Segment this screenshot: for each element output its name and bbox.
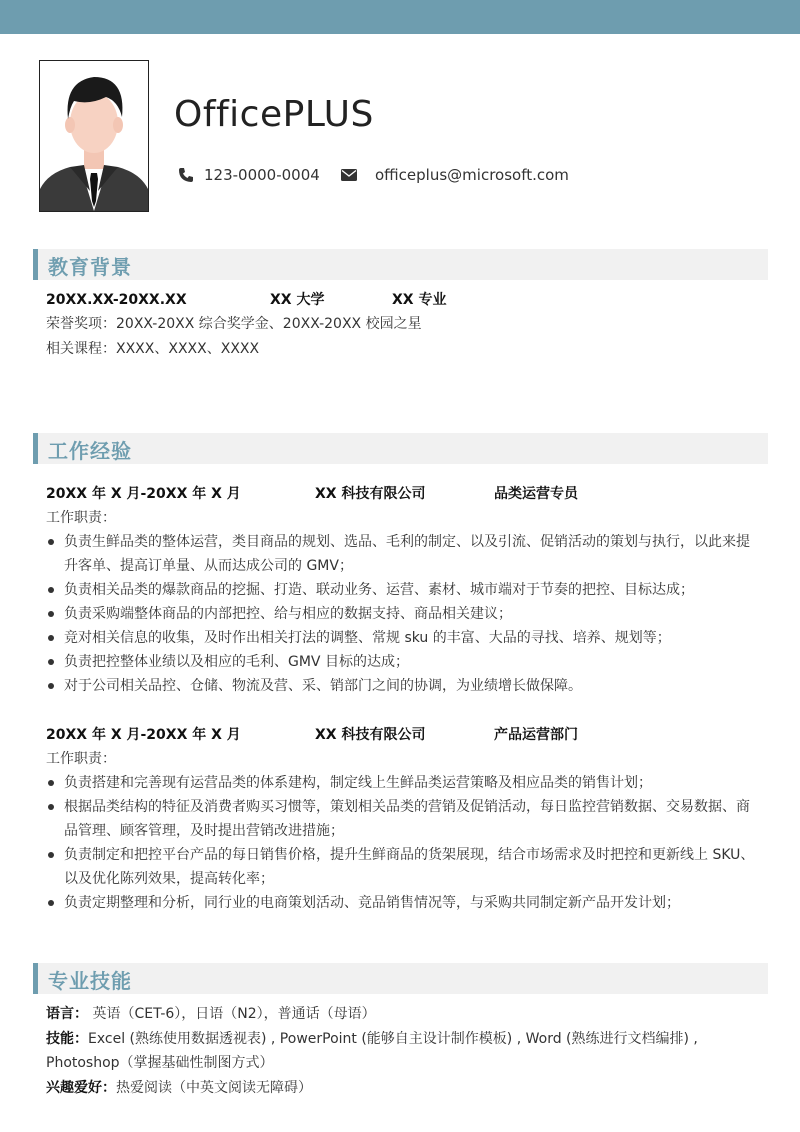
job-period: 20XX 年 X 月-20XX 年 X 月 [46,486,241,502]
skill-value: 英语（CET-6），日语（N2），普通话（母语） [88,1006,376,1022]
phone-icon [178,167,194,183]
header-bar [0,0,800,34]
job-role: 品类运营专员 [494,486,578,502]
section-title: 工作经验 [48,439,132,463]
list-item: 负责定期整理和分析，同行业的电商策划活动、竞品销售情况等，与采购共同制定新产品开发计划； [46,891,762,915]
skill-label: 语言： [46,1006,88,1022]
duty-list [46,530,762,698]
list-item: 对于公司相关品控、仓储、物流及营、采、销部门之间的协调，为业绩增长做保障。 [46,674,762,698]
education-courses: 相关课程：XXXX、XXXX、XXXX [46,341,260,357]
education-school: XX 大学 [270,292,325,308]
email-contact [341,166,569,184]
skills-section-header [33,963,768,994]
list-item: 负责搭建和完善现有运营品类的体系建构，制定线上生鲜品类运营策略及相应品类的销售计划； [46,771,762,795]
skill-label: 技能： [46,1031,88,1047]
job-company: XX 科技有限公司 [315,727,426,743]
skill-hobby [46,1076,762,1100]
duty-list [46,771,762,915]
list-item: 负责把控整体业绩以及相应的毛利、GMV 目标的达成； [46,650,762,674]
job-company: XX 科技有限公司 [315,486,426,502]
profile-photo [39,60,149,212]
section-accent [33,249,38,280]
phone-number: 123-0000-0004 [204,166,320,184]
skill-label: 兴趣爱好： [46,1080,116,1096]
skill-value: Excel (熟练使用数据透视表) , PowerPoint (能够自主设计制作模板) , Word (熟练进行文档编排) , Photoshop（掌握基础性制图方式） [46,1031,698,1071]
list-item: 根据品类结构的特征及消费者购买习惯等，策划相关品类的营销及促销活动，每日监控营销数据、交易数据、商品管理、顾客管理，及时提出营销改进措施； [46,795,762,843]
duties-label: 工作职责： [46,510,116,526]
education-major: XX 专业 [392,292,447,308]
email-address: officeplus@microsoft.com [375,166,569,184]
skill-language [46,1002,762,1026]
avatar-illustration [40,61,148,211]
education-honors: 荣誉奖项：20XX-20XX 综合奖学金、20XX-20XX 校园之星 [46,316,422,332]
education-section-header [33,249,768,280]
list-item: 负责采购端整体商品的内部把控、给与相应的数据支持、商品相关建议； [46,602,762,626]
duties-label: 工作职责： [46,751,116,767]
phone-contact [178,166,320,184]
section-title: 专业技能 [48,969,132,993]
job-role: 产品运营部门 [494,727,578,743]
section-accent [33,963,38,994]
education-period: 20XX.XX-20XX.XX [46,292,187,308]
list-item: 负责制定和把控平台产品的每日销售价格，提升生鲜商品的货架展现，结合市场需求及时把控和更新线上 SKU、以及优化陈列效果，提高转化率； [46,843,762,891]
mail-icon [341,169,357,181]
candidate-name: OfficePLUS [174,94,374,135]
skill-value: 热爱阅读（中英文阅读无障碍） [116,1080,312,1096]
job-period: 20XX 年 X 月-20XX 年 X 月 [46,727,241,743]
list-item: 竞对相关信息的收集，及时作出相关打法的调整、常规 sku 的丰富、大品的寻找、培养、规划等； [46,626,762,650]
section-title: 教育背景 [48,255,132,279]
work-section-header [33,433,768,464]
section-accent [33,433,38,464]
list-item: 负责生鲜品类的整体运营，类目商品的规划、选品、毛利的制定、以及引流、促销活动的策划与执行，以此来提升客单、提高订单量、从而达成公司的 GMV； [46,530,762,578]
skill-tech [46,1027,762,1075]
list-item: 负责相关品类的爆款商品的挖掘、打造、联动业务、运营、素材、城市端对于节奏的把控、目标达成； [46,578,762,602]
